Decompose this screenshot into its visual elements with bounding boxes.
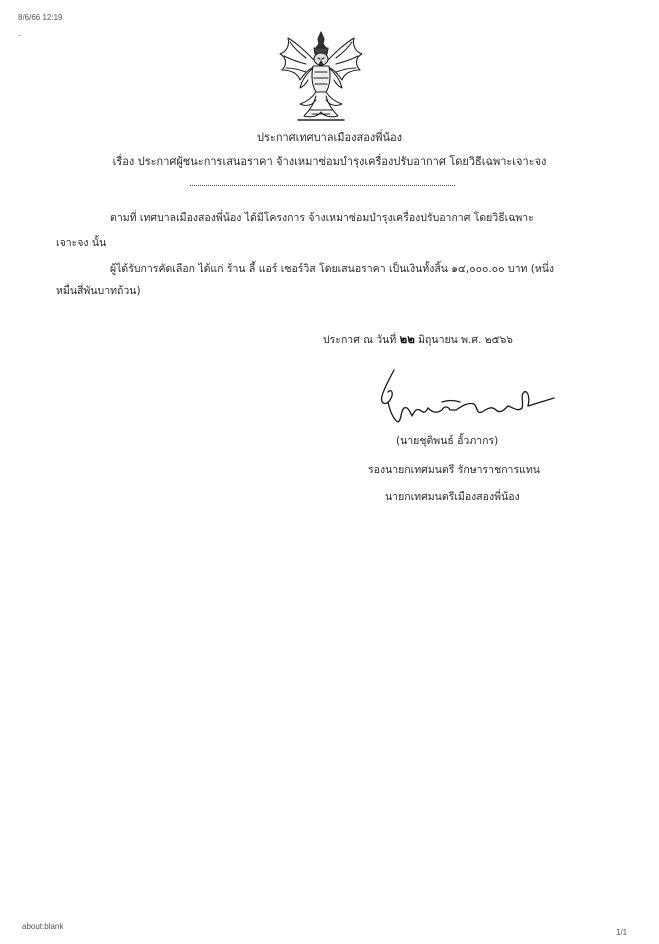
print-mark: -: [18, 30, 21, 40]
document-title: ประกาศเทศบาลเมืองสองพี่น้อง: [257, 131, 402, 144]
paragraph-1-line-1: ตามที่ เทศบาลเมืองสองพี่น้อง ได้มีโครงการ จ้างเหมาซ่อมบำรุงเครื่องปรับอากาศ โดยวิธีเฉพาะ: [110, 212, 534, 224]
announcement-date: [323, 331, 513, 349]
paragraph-1-line-2: เจาะจง นั้น: [56, 237, 107, 249]
signer-role-2: นายกเทศมนตรีเมืองสองพี่น้อง: [385, 491, 520, 503]
announcement-day: ๒๒: [399, 332, 415, 346]
announcement-month-year: มิถุนายน พ.ศ. ๒๕๖๖: [418, 334, 513, 346]
paragraph-2-line-2: หมื่นสี่พันบาทถ้วน): [56, 285, 141, 297]
signer-role-1: รองนายกเทศมนตรี รักษาราชการแทน: [368, 464, 540, 476]
handwritten-signature: [368, 362, 560, 428]
garuda-emblem-icon: [276, 30, 366, 124]
paragraph-2-line-1: ผู้ได้รับการคัดเลือก ได้แก่ ร้าน ลี้ แอร์ เซอร์วิส โดยเสนอราคา เป็นเงินทั้งสิ้น ๑๔,๐๐๐.๐๐ บาท (หนึ่ง: [110, 263, 555, 275]
document-subject: เรื่อง ประกาศผู้ชนะการเสนอราคา จ้างเหมาซ่อมบำรุงเครื่องปรับอากาศ โดยวิธีเฉพาะเจาะจง: [112, 155, 547, 168]
divider: [190, 185, 455, 186]
page-number: 1/1: [616, 928, 628, 937]
signer-name: (นายชุติพนธ์ อั้วภากร): [396, 435, 499, 447]
print-url: about:blank: [22, 922, 64, 931]
announcement-prefix: ประกาศ ณ วันที่: [323, 334, 397, 346]
print-timestamp: 8/6/66 12:19: [18, 13, 63, 22]
